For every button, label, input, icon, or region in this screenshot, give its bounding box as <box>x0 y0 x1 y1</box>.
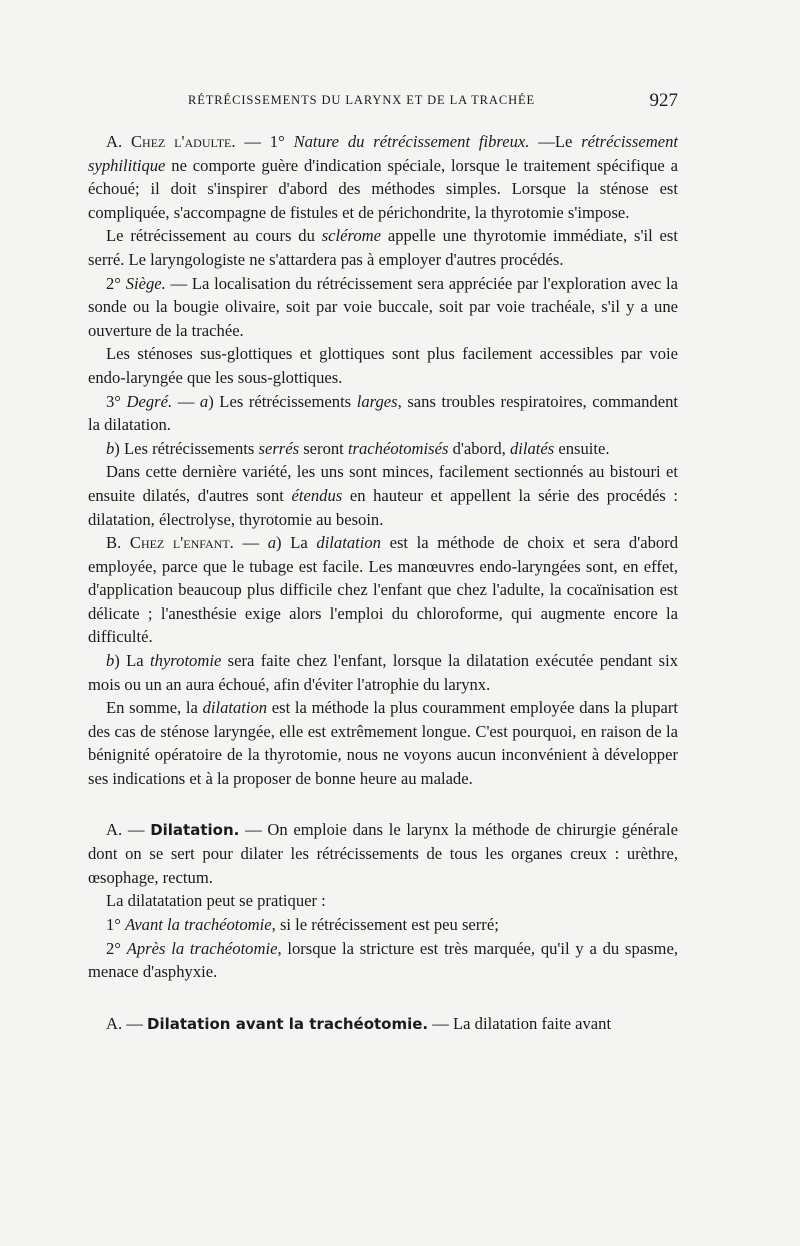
paragraph-en-somme <box>88 696 678 790</box>
paragraph-variete <box>88 460 678 531</box>
text-run: ) Les rétrécissements <box>208 391 357 411</box>
text-run: est la méthode de choix et sera d'abord employée, parce que le tubage est facile. Les manœuvres endo-laryngées sont, en effet, d'application beaucoup plus difficile chez l'enfant que chez l'adulte, la cocaïnisation est délicate ; l'anesthésie exige alors l'emploi du chloroforme, qui augmente encore la difficulté. <box>88 533 679 647</box>
paragraph-avant <box>88 913 678 937</box>
italic-run: Avant la trachéotomie <box>125 915 272 934</box>
text-run: — La dilatation faite avant <box>428 1013 612 1033</box>
text-run: — On emploie dans le larynx la méthode de chirurgie générale dont on se sert pour dilater les rétrécissements de tous les organes creux : urèthre, œsophage, rectum. <box>88 819 678 887</box>
text-run: — <box>172 391 200 411</box>
italic-run: trachéotomisés <box>347 438 449 458</box>
italic-run: larges <box>356 391 398 411</box>
italic-run: Siège. <box>125 273 166 293</box>
text-run: , si le rétrécissement est peu serré; <box>271 915 499 934</box>
page-header <box>88 90 678 117</box>
paragraph-thyrotomie-enfant <box>88 649 678 696</box>
italic-run: rétrécissement syphilitique <box>88 132 678 175</box>
italic-run: Après la trachéotomie <box>126 938 278 958</box>
text-run: —Le <box>529 132 582 151</box>
section-lead: A. Chez l'adulte. <box>106 132 236 151</box>
text-run: ) Les rétrécissements <box>114 438 259 458</box>
italic-run: b <box>106 651 115 671</box>
italic-run: étendus <box>291 485 343 505</box>
italic-run: dilatation <box>202 698 268 718</box>
paragraph-serres <box>88 437 678 461</box>
text-run: sera faite chez l'enfant, lorsque la dilatation exécutée pendant six mois ou un an aura échoué, afin d'éviter l'atrophie du larynx. <box>88 651 678 694</box>
running-head: RÉTRÉCISSEMENTS DU LARYNX ET DE LA TRACHÉE <box>188 93 536 107</box>
section-lead: B. Chez l'enfant. <box>106 533 234 553</box>
text-run: ne comporte guère d'indication spéciale, lorsque le traitement spécifique a échoué; il doit s'inspirer d'abord des méthodes simples. Lorsque la sténose est compliquée, s'accompagne de fistules et de périchondrite, la thyrotomie s'impose. <box>88 155 678 222</box>
italic-run: dilatation <box>316 533 381 553</box>
paragraph-adult-nature <box>88 130 678 224</box>
italic-run: a <box>199 391 209 411</box>
text-run: appelle une thyrotomie immédiate, s'il est serré. Le laryngologiste ne s'attardera pas à employer d'autres procédés. <box>88 226 678 269</box>
text-run: 2° <box>106 938 127 958</box>
paragraph-enfant <box>88 531 678 649</box>
text-run: 3° <box>106 391 127 411</box>
paragraph-dilatation-heading <box>88 818 678 890</box>
text-run: 1° <box>106 915 126 934</box>
text-run: ) La <box>276 533 317 553</box>
text-run: — <box>233 533 268 553</box>
italic-run: b <box>106 438 115 458</box>
italic-run: sclérome <box>321 226 381 246</box>
text-run: Le rétrécissement au cours du <box>106 226 322 246</box>
text-run: est la méthode la plus couramment employée dans la plupart des cas de sténose laryngée, elle est extrêmement longue. C'est pourquoi, en raison de la bénignité opératoire de la thyrotomie, nous ne voyons aucun inconvénient à développer ses indications et à la proposer de bonne heure au malade. <box>88 698 678 789</box>
italic-run: serrés <box>258 438 300 458</box>
paragraph-apres <box>88 937 678 984</box>
paragraph-peut-pratiquer: La dilatatation peut se pratiquer : <box>106 891 326 911</box>
text-run: ensuite. <box>554 438 610 458</box>
italic-run: Degré. <box>126 391 173 411</box>
text-run: A. — <box>106 1013 148 1033</box>
text-run: — La localisation du rétrécissement sera appréciée par l'exploration avec la sonde ou la bougie olivaire, soit par voie buccale, soit par voie trachéale, s'il y a une ouverture de la trachée. <box>88 273 678 340</box>
page-body <box>88 130 678 1036</box>
paragraph-dilatation-avant-heading <box>88 1012 678 1037</box>
paragraph-siege <box>88 272 678 343</box>
paragraph-sclerome <box>88 224 678 271</box>
text-run: , sans troubles respiratoires, commandent la dilatation. <box>88 391 678 435</box>
text-run: seront <box>299 438 348 458</box>
italic-run: Nature du rétrécissement fibreux. <box>293 132 530 151</box>
page-number: 927 <box>649 90 678 111</box>
italic-run: thyrotomie <box>150 651 222 671</box>
text-run: A. — <box>106 819 151 839</box>
text-run: Dans cette dernière variété, les uns sont minces, facilement sectionnés au bistouri et ensuite dilatés, d'autres sont <box>88 462 678 505</box>
text-run: ) La <box>114 651 151 671</box>
paragraph-stenoses: Les sténoses sus-glottiques et glottiques sont plus facilement accessibles par voie endo-laryngée que les sous-glottiques. <box>88 344 678 387</box>
section-heading: Dilatation avant la trachéotomie. <box>147 1014 429 1033</box>
text-run: d'abord, <box>448 438 510 458</box>
italic-run: a <box>267 533 277 553</box>
italic-run: dilatés <box>509 438 555 458</box>
text-run: en hauteur et appellent la série des procédés : dilatation, électrolyse, thyrotomie au besoin. <box>88 485 678 529</box>
text-run: , lorsque la stricture est très marquée, qu'il y a du spasme, menace d'asphyxie. <box>88 938 678 982</box>
paragraph-degre <box>88 390 678 437</box>
text-run: — 1° <box>235 132 294 151</box>
text-run: En somme, la <box>106 698 203 718</box>
text-run: 2° <box>106 273 126 293</box>
section-heading: Dilatation. <box>150 820 240 839</box>
